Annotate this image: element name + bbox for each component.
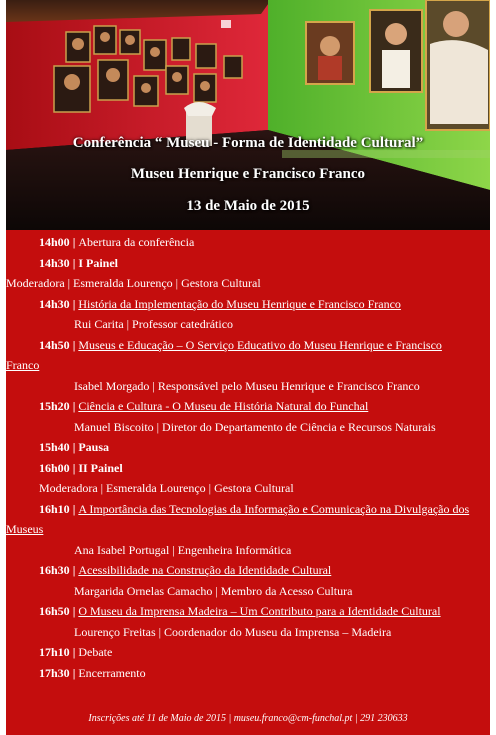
agenda-item — [6, 499, 485, 540]
agenda-separator: | — [69, 255, 79, 270]
museum-name: Museu Henrique e Francisco Franco — [130, 166, 366, 182]
museum-gallery-photo — [6, 0, 490, 230]
session-link[interactable]: A Importância das Tecnologias da Informação e Comunicação na Divulgação dos — [78, 501, 470, 516]
event-date: 13 de Maio de 2015 — [186, 198, 310, 214]
agenda-time: 15h40 — [39, 440, 70, 454]
speaker-info: Ana Isabel Portugal | Engenheira Informática — [74, 542, 292, 557]
session-title: II Painel — [78, 460, 123, 475]
session-title: Pausa — [78, 440, 110, 454]
session-link[interactable]: O Museu da Imprensa Madeira – Um Contributo para a Identidade Cultural — [78, 604, 441, 618]
panel-moderator: Moderadora | Esmeralda Lourenço | Gestora Cultural — [6, 276, 261, 290]
agenda-list — [6, 232, 485, 683]
agenda-item — [39, 663, 485, 684]
registration-footer: Inscrições até 11 de Maio de 2015 | museu.franco@cm-funchal.pt | 291 230633 — [88, 713, 408, 724]
agenda-separator: | — [69, 645, 79, 659]
agenda-item — [39, 458, 485, 479]
session-link-continuation[interactable]: Franco — [6, 358, 40, 372]
agenda-item — [39, 396, 485, 417]
session-link[interactable]: Museus e Educação – O Serviço Educativo do Museu Henrique e Francisco — [78, 337, 442, 352]
agenda-time: 16h00 — [39, 460, 70, 475]
agenda-item — [39, 560, 485, 581]
agenda-separator: | — [69, 460, 79, 475]
speaker-info: Isabel Morgado | Responsável pelo Museu Henrique e Francisco Franco — [74, 378, 420, 393]
agenda-item — [39, 437, 485, 458]
session-title: I Painel — [78, 255, 119, 270]
session-link[interactable]: Ciência e Cultura - O Museu de História Natural do Funchal — [78, 399, 369, 413]
agenda-separator: | — [69, 337, 79, 352]
agenda-time: 14h00 — [39, 235, 70, 249]
agenda-item — [39, 253, 485, 274]
session-link[interactable]: Acessibilidade na Construção da Identidade Cultural — [78, 563, 332, 577]
agenda-item — [6, 335, 485, 376]
agenda-separator: | — [69, 501, 79, 516]
agenda-time: 14h30 — [39, 296, 70, 311]
session-title: Abertura da conferência — [78, 235, 195, 249]
agenda-item — [39, 601, 485, 622]
session-link[interactable]: História da Implementação do Museu Henrique e Francisco Franco — [78, 296, 401, 311]
agenda-item — [39, 294, 485, 315]
speaker-info: Manuel Biscoito | Diretor do Departamento de Ciência e Recursos Naturais — [74, 419, 436, 434]
agenda-item — [39, 642, 485, 663]
speaker-info: Lourenço Freitas | Coordenador do Museu da Imprensa – Madeira — [74, 624, 392, 639]
session-link-continuation[interactable]: Museus — [6, 522, 44, 536]
agenda-time: 17h10 — [39, 645, 70, 659]
agenda-time: 17h30 — [39, 665, 70, 680]
agenda-separator: | — [69, 440, 79, 454]
agenda-time: 16h30 — [39, 563, 70, 577]
agenda-separator: | — [69, 665, 79, 680]
conference-poster — [6, 0, 490, 735]
agenda-time: 14h50 — [39, 337, 70, 352]
agenda-separator: | — [69, 235, 79, 249]
agenda-time: 14h30 — [39, 255, 70, 270]
panel-moderator: Moderadora | Esmeralda Lourenço | Gestora Cultural — [39, 481, 294, 495]
agenda-time: 16h50 — [39, 604, 70, 618]
session-title: Encerramento — [78, 665, 146, 680]
agenda-time: 16h10 — [39, 501, 70, 516]
agenda-separator: | — [69, 296, 79, 311]
gallery-illustration — [6, 0, 490, 230]
session-title: Debate — [78, 645, 113, 659]
agenda-separator: | — [69, 399, 79, 413]
agenda-separator: | — [69, 563, 79, 577]
conference-title: Conferência “ Museu - Forma de Identidade Cultural” — [72, 135, 424, 151]
agenda-item — [39, 232, 485, 253]
agenda-time: 15h20 — [39, 399, 70, 413]
agenda-separator: | — [69, 604, 79, 618]
speaker-info: Margarida Ornelas Camacho | Membro da Acesso Cultura — [74, 583, 353, 598]
speaker-info: Rui Carita | Professor catedrático — [74, 317, 234, 331]
